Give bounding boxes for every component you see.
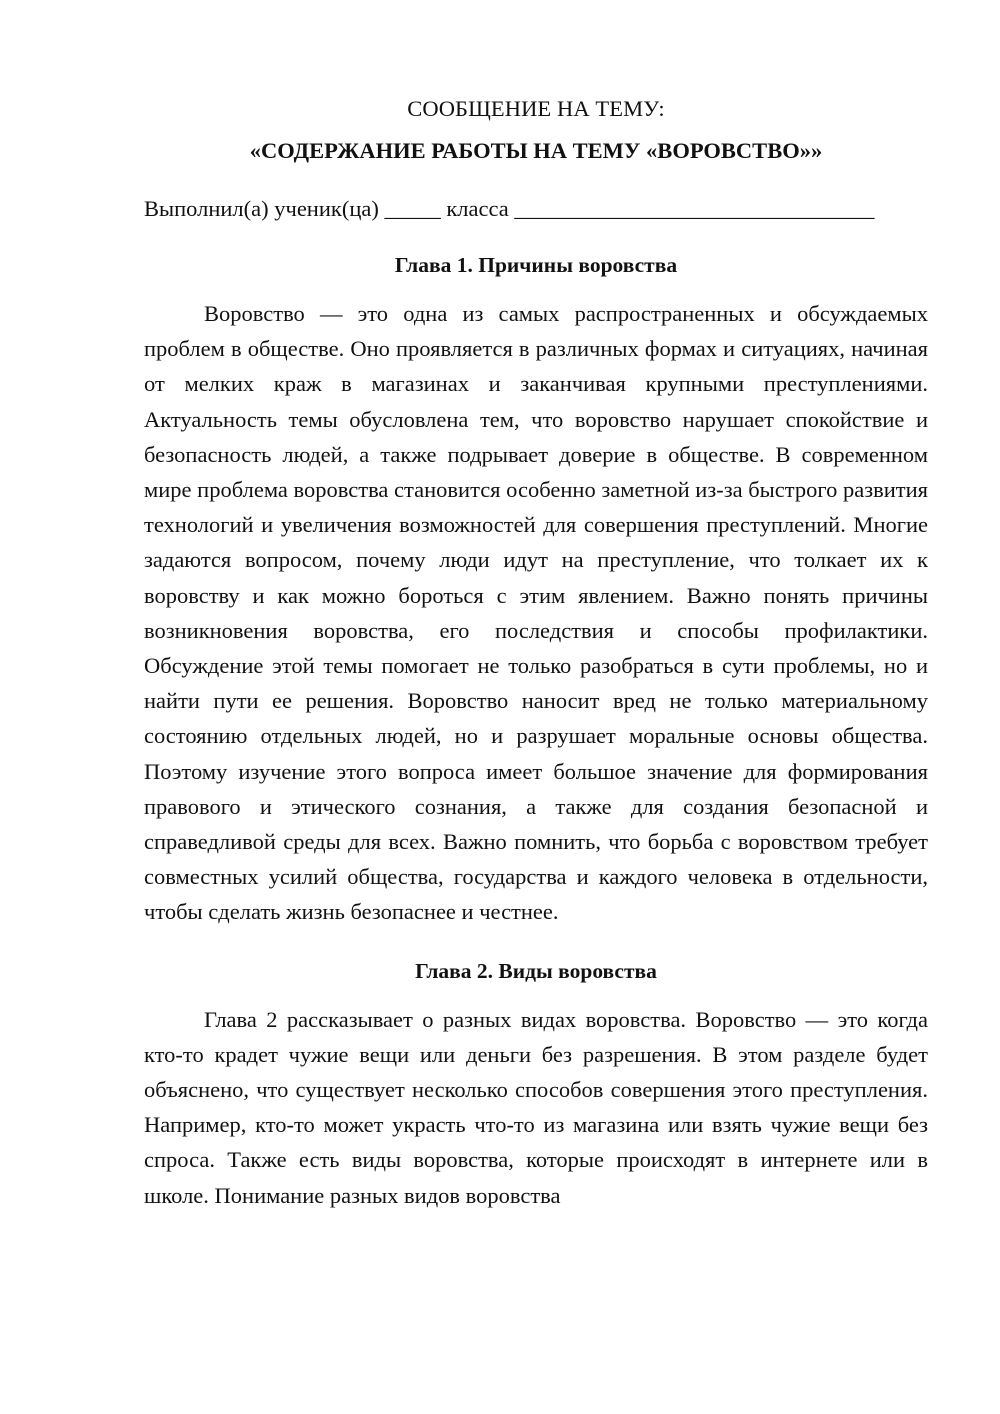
chapter-heading: Глава 2. Виды воровства [415,958,657,983]
document-title: СООБЩЕНИЕ НА ТЕМУ: [407,96,665,121]
document-page [144,92,928,1213]
document-subtitle: «СОДЕРЖАНИЕ РАБОТЫ НА ТЕМУ «ВОРОВСТВО»» [249,138,823,163]
chapter-1 [144,248,928,930]
chapter-2 [144,954,928,1213]
author-line: Выполнил(а) ученик(ца) _____ класса ________________________________ [144,196,875,221]
chapter-heading: Глава 1. Причины воровства [394,253,678,277]
chapter-paragraph: Воровство — это одна из самых распространенных и обсуждаемых проблем в обществе. Оно проявляется в различных формах и ситуациях, начиная от мелких краж в магазинах и заканчивая крупными преступлениями. Актуальность темы обусловлена тем, что воровство нарушает спокойствие и безопасность людей, а также подрывает доверие в обществе. В современном мире проблема воровства становится особенно заметной из-за быстрого развития технологий и увеличения возможностей для совершения преступлений. Многие задаются вопросом, почему люди идут на преступление, что толкает их к воровству и как можно бороться с этим явлением. Важно понять причины возникновения воровства, его последствия и способы профилактики. Обсуждение этой темы помогает не только разобраться в сути проблемы, но и найти пути ее решения. Воровство наносит вред не только материальному состоянию отдельных людей, но и разрушает моральные основы общества. Поэтому изучение этого вопроса имеет большое значение для формирования правового и этического сознания, а также для создания безопасной и справедливой среды для всех. Важно помнить, что борьба с воровством требует совместных усилий общества, государства и каждого человека в отдельности, чтобы сделать жизнь безопаснее и честнее. [144,301,928,925]
chapter-paragraph: Глава 2 рассказывает о разных видах воровства. Воровство — это когда кто-то крадет чужие вещи или деньги без разрешения. В этом разделе будет объяснено, что существует несколько способов совершения этого преступления. Например, кто-то может украсть что-то из магазина или взять чужие вещи без спроса. Также есть виды воровства, которые происходят в интернете или в школе. Понимание разных видов воровства [144,1006,928,1208]
